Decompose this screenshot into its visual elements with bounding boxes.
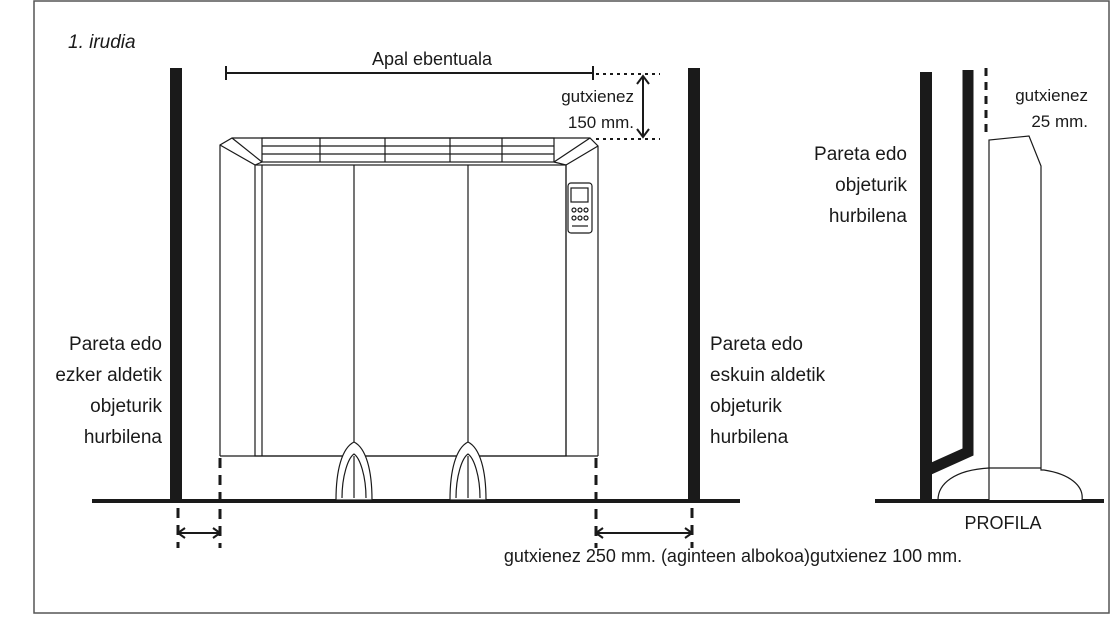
bottom-caption: gutxienez 250 mm. (aginteen albokoa)gutxienez 100 mm. bbox=[503, 546, 963, 566]
right-wall-label-line1: Pareta edo bbox=[710, 334, 803, 355]
profile-view bbox=[920, 68, 1082, 503]
profile-clearance-line1: gutxienez bbox=[1015, 86, 1088, 105]
profile-bracket bbox=[928, 70, 968, 470]
right-clearance-dimension bbox=[596, 528, 692, 538]
heater-foot-right bbox=[450, 442, 486, 500]
top-clearance-label-line2: 150 mm. bbox=[567, 113, 634, 132]
left-clearance-dimension bbox=[178, 528, 220, 538]
right-wall-label-line4: hurbilena bbox=[710, 427, 789, 448]
right-wall bbox=[688, 68, 700, 503]
profile-clearance-line2: 25 mm. bbox=[1031, 112, 1088, 131]
profile-clearance-label bbox=[1015, 86, 1088, 131]
profile-heater bbox=[989, 136, 1082, 500]
left-wall bbox=[170, 68, 182, 503]
right-wall-label-line3: objeturik bbox=[710, 396, 782, 417]
figure-title: 1. irudia bbox=[68, 32, 136, 53]
profile-label: PROFILA bbox=[964, 513, 1042, 533]
left-wall-label bbox=[55, 334, 162, 448]
shelf-label: Apal ebentuala bbox=[371, 49, 493, 69]
heater-foot-left bbox=[336, 442, 372, 500]
control-panel bbox=[568, 183, 592, 233]
top-clearance-label-line1: gutxienez bbox=[561, 87, 634, 106]
right-wall-label bbox=[710, 334, 826, 448]
right-wall-label-line2: eskuin aldetik bbox=[710, 365, 826, 386]
profile-wall-label-line3: hurbilena bbox=[828, 206, 907, 227]
left-wall-label-line4: hurbilena bbox=[83, 427, 162, 448]
profile-wall bbox=[920, 72, 932, 503]
profile-wall-label bbox=[814, 144, 907, 227]
left-wall-label-line1: Pareta edo bbox=[69, 334, 162, 355]
heater-front bbox=[220, 138, 598, 456]
profile-wall-label-line2: objeturik bbox=[835, 175, 907, 196]
left-wall-label-line2: ezker aldetik bbox=[55, 365, 162, 386]
profile-wall-label-line1: Pareta edo bbox=[814, 144, 907, 165]
left-wall-label-line3: objeturik bbox=[90, 396, 162, 417]
